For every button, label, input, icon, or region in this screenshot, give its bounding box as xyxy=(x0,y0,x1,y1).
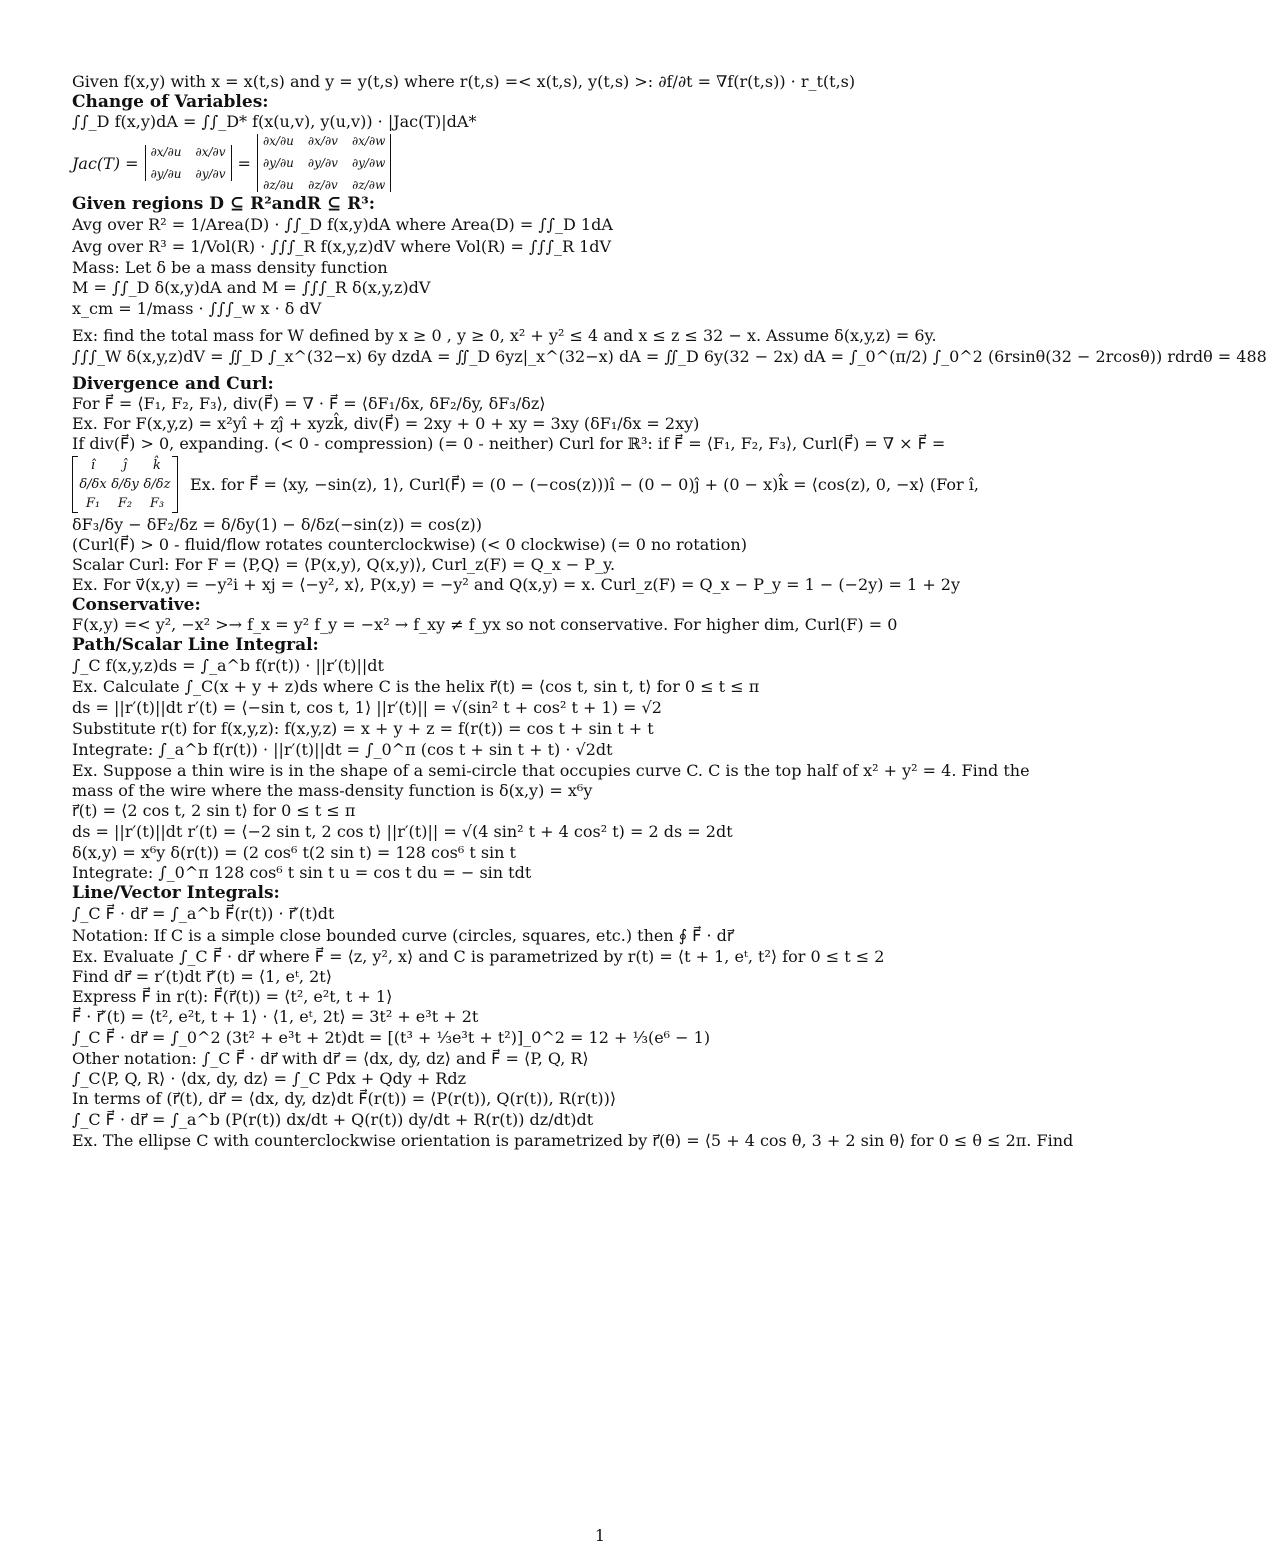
matrix-cell: δ/δy xyxy=(111,477,139,492)
det-cell: ∂y/∂u xyxy=(150,167,182,181)
text-line: Ex. For F(x,y,z) = x²yî + zĵ + xyzk̂, div(F⃗) = 2xy + 0 + xy = 3xy (δF₁/δx = 2xy) xyxy=(72,414,700,433)
matrix-cell: F₃ xyxy=(149,496,165,511)
text-line: Find dr⃗ = r′(t)dt r⃗′(t) = ⟨1, eᵗ, 2t⟩ xyxy=(72,967,332,986)
det-cell: ∂y/∂v xyxy=(195,167,226,181)
det-cell: ∂y/∂w xyxy=(351,156,386,170)
det-cell: ∂z/∂u xyxy=(263,178,294,192)
text-line: Mass: Let δ be a mass density function xyxy=(72,258,388,277)
section-heading: Divergence and Curl: xyxy=(72,374,274,394)
text-line: ∫_C F⃗ · dr⃗ = ∫_a^b (P(r(t)) dx/dt + Q(r(t)) dy/dt + R(r(t)) dz/dt)dt xyxy=(72,1110,594,1129)
text-line: Ex: find the total mass for W defined by x ≥ 0 , y ≥ 0, x² + y² ≤ 4 and x ≤ z ≤ 32 − x. Assume δ(x,y,z) = 6y. xyxy=(72,326,937,345)
text-line: ∫∫∫_W δ(x,y,z)dV = ∬_D ∫_x^(32−x) 6y dzdA = ∬_D 6yz|_x^(32−x) dA = ∬_D 6y(32 − 2x) dA = ∫_0^(π/2) ∫_0^2 (6rsinθ(32 − 2rcosθ)) rdrdθ = 488 xyxy=(72,347,1267,366)
text-line: Integrate: ∫_a^b f(r(t)) · ||r′(t)||dt = ∫_0^π (cos t + sin t + t) · √2dt xyxy=(72,740,613,759)
text-line: Integrate: ∫_0^π 128 cos⁶ t sin t u = cos t du = − sin tdt xyxy=(72,863,532,882)
text-line: Other notation: ∫_C F⃗ · dr⃗ with dr⃗ = ⟨dx, dy, dz⟩ and F⃗ = ⟨P, Q, R⟩ xyxy=(72,1049,589,1068)
det-cell: ∂z/∂v xyxy=(308,178,338,192)
text-line: ∫∫_D f(x,y)dA = ∫∫_D* f(x(u,v), y(u,v)) · |Jac(T)|dA* xyxy=(72,112,477,131)
curl-matrix xyxy=(72,456,178,513)
matrix-cell: ĵ xyxy=(122,458,128,473)
text-line: Ex. The ellipse C with counterclockwise orientation is parametrized by r⃗(θ) = ⟨5 + 4 cos θ, 3 + 2 sin θ⟩ for 0 ≤ θ ≤ 2π. Find xyxy=(72,1131,1074,1150)
section-heading: Path/Scalar Line Integral: xyxy=(72,635,319,655)
text-line: ∫_C f(x,y,z)ds = ∫_a^b f(r(t)) · ||r′(t)||dt xyxy=(72,656,384,675)
text-line: δ(x,y) = x⁶y δ(r(t)) = (2 cos⁶ t(2 sin t) = 128 cos⁶ t sin t xyxy=(72,843,516,862)
text-line: Given f(x,y) with x = x(t,s) and y = y(t,s) where r(t,s) =< x(t,s), y(t,s) >: ∂f/∂t = ∇f(r(t,s)) · r_t(t,s) xyxy=(72,72,856,91)
det-cell: ∂x/∂u xyxy=(262,134,294,148)
text-line: r⃗(t) = ⟨2 cos t, 2 sin t⟩ for 0 ≤ t ≤ π xyxy=(72,801,356,820)
det-cell: ∂x/∂w xyxy=(351,134,386,148)
section-heading: Change of Variables: xyxy=(72,92,269,112)
det-cell: ∂x/∂v xyxy=(307,134,338,148)
curl-block xyxy=(72,456,1132,513)
det-cell: ∂z/∂w xyxy=(352,178,386,192)
matrix-cell: δ/δz xyxy=(143,477,171,492)
section-heading: Conservative: xyxy=(72,595,201,615)
text-line: M = ∫∫_D δ(x,y)dA and M = ∫∫∫_R δ(x,y,z)dV xyxy=(72,278,431,297)
text-line: (Curl(F⃗) > 0 - fluid/flow rotates counterclockwise) (< 0 clockwise) (= 0 no rotation) xyxy=(72,535,747,554)
page-number: 1 xyxy=(594,1526,606,1545)
det-cell: ∂y/∂v xyxy=(307,156,338,170)
matrix-cell: î xyxy=(90,458,96,473)
text-line: x_cm = 1/mass · ∫∫∫_w x · δ dV xyxy=(72,299,322,318)
text-line: ∫_C⟨P, Q, R⟩ · ⟨dx, dy, dz⟩ = ∫_C Pdx + Qdy + Rdz xyxy=(72,1069,467,1088)
text-line: Ex. For v⃗(x,y) = −y²i + xj = ⟨−y², x⟩, P(x,y) = −y² and Q(x,y) = x. Curl_z(F) = Q_x − P_y = 1 − (−2y) = 1 + 2y xyxy=(72,575,961,594)
text-line: F⃗ · r⃗′(t) = ⟨t², e²t, t + 1⟩ · ⟨1, eᵗ, 2t⟩ = 3t² + e³t + 2t xyxy=(72,1007,479,1026)
text-line: ∫_C F⃗ · dr⃗ = ∫_a^b F⃗(r(t)) · r⃗′(t)dt xyxy=(72,904,335,923)
text-line: If div(F⃗) > 0, expanding. (< 0 - compression) (= 0 - neither) Curl for ℝ³: if F⃗ = ⟨F₁, F₂, F₃⟩, Curl(F⃗) = ∇ × F⃗ = xyxy=(72,434,946,453)
matrix-cell: δ/δx xyxy=(79,477,107,492)
text-line: ds = ||r′(t)||dt r′(t) = ⟨−sin t, cos t, 1⟩ ||r′(t)|| = √(sin² t + cos² t + 1) = √2 xyxy=(72,698,662,717)
section-heading: Line/Vector Integrals: xyxy=(72,883,280,903)
text-line: Scalar Curl: For F = ⟨P,Q⟩ = ⟨P(x,y), Q(x,y)⟩, Curl_z(F) = Q_x − P_y. xyxy=(72,555,616,574)
jacobian-label: Jac(T) = xyxy=(72,153,139,173)
text-line: ∫_C F⃗ · dr⃗ = ∫_0^2 (3t² + e³t + 2t)dt = [(t³ + ⅓e³t + t²)]_0^2 = 12 + ⅓(e⁶ − 1) xyxy=(72,1028,711,1047)
matrix-cell: F₁ xyxy=(85,496,101,511)
text-line: Ex. Evaluate ∫_C F⃗ · dr⃗ where F⃗ = ⟨z, y², x⟩ and C is parametrized by r(t) = ⟨t + 1, eᵗ, t²⟩ for 0 ≤ t ≤ 2 xyxy=(72,947,885,966)
text-line: ds = ||r′(t)||dt r′(t) = ⟨−2 sin t, 2 cos t⟩ ||r′(t)|| = √(4 sin² t + 4 cos² t) = 2 ds = 2dt xyxy=(72,822,733,841)
text-line: Ex. Suppose a thin wire is in the shape of a semi-circle that occupies curve C. C is the top half of x² + y² = 4. Find the xyxy=(72,761,1030,780)
det-cell: ∂y/∂u xyxy=(262,156,294,170)
jacobian-block xyxy=(72,134,1132,192)
matrix-cell: k̂ xyxy=(153,458,161,473)
text-line: Express F⃗ in r(t): F⃗(r⃗(t)) = ⟨t², e²t, t + 1⟩ xyxy=(72,987,393,1006)
text-line: F(x,y) =< y², −x² >→ f_x = y² f_y = −x² → f_xy ≠ f_yx so not conservative. For higher dim, Curl(F) = 0 xyxy=(72,615,898,634)
det-cell: ∂x/∂u xyxy=(150,145,182,159)
text-line: mass of the wire where the mass-density function is δ(x,y) = x⁶y xyxy=(72,781,593,800)
text-line: Ex. Calculate ∫_C(x + y + z)ds where C is the helix r⃗(t) = ⟨cos t, sin t, t⟩ for 0 ≤ t ≤ π xyxy=(72,677,760,696)
text-line: Avg over R² = 1/Area(D) · ∫∫_D f(x,y)dA where Area(D) = ∫∫_D 1dA xyxy=(72,215,613,234)
det-cell: ∂x/∂v xyxy=(195,145,226,159)
jacobian-2x2 xyxy=(145,145,232,181)
text-line: Avg over R³ = 1/Vol(R) · ∫∫∫_R f(x,y,z)dV where Vol(R) = ∫∫∫_R 1dV xyxy=(72,237,612,256)
text-line: For F⃗ = ⟨F₁, F₂, F₃⟩, div(F⃗) = ∇ · F⃗ = ⟨δF₁/δx, δF₂/δy, δF₃/δz⟩ xyxy=(72,394,546,413)
section-heading: Given regions D ⊆ R²andR ⊆ R³: xyxy=(72,194,375,214)
text-line: In terms of (r⃗(t), dr⃗ = ⟨dx, dy, dz⟩dt F⃗(r(t)) = ⟨P(r(t)), Q(r(t)), R(r(t))⟩ xyxy=(72,1089,617,1108)
matrix-cell: F₂ xyxy=(117,496,133,511)
curl-example: Ex. for F⃗ = ⟨xy, −sin(z), 1⟩, Curl(F⃗) = (0 − (−cos(z)))î − (0 − 0)ĵ + (0 − x)k̂ = ⟨cos(z), 0, −x⟩ (For î, xyxy=(190,474,979,494)
text-line: Notation: If C is a simple close bounded curve (circles, squares, etc.) then ∮ F⃗ · dr⃗ xyxy=(72,926,734,945)
jacobian-3x3 xyxy=(257,134,392,192)
notes-sheet xyxy=(72,72,1267,1151)
text-line: δF₃/δy − δF₂/δz = δ/δy(1) − δ/δz(−sin(z)) = cos(z)) xyxy=(72,515,482,534)
equals-sign: = xyxy=(237,153,251,173)
text-line: Substitute r(t) for f(x,y,z): f(x,y,z) = x + y + z = f(r(t)) = cos t + sin t + t xyxy=(72,719,654,738)
